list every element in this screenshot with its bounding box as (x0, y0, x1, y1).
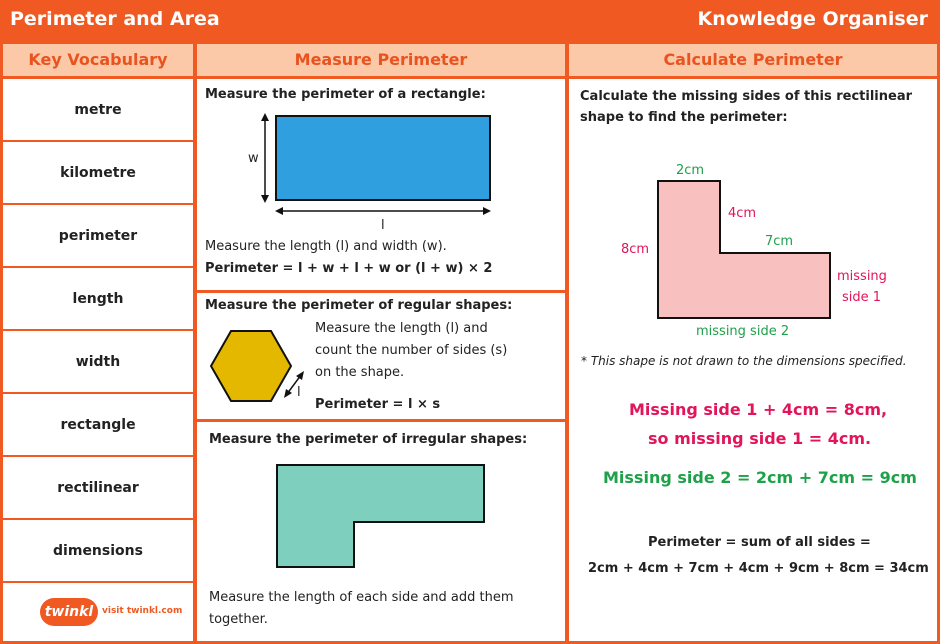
regular-shapes-section (197, 293, 565, 419)
answer-1-line-1: Missing side 1 + 4cm = 8cm, (629, 400, 888, 419)
vocab-item: width (3, 331, 193, 392)
twinkl-url: visit twinkl.com (102, 606, 183, 616)
width-arrow-head-top (261, 113, 269, 121)
vocab-item: perimeter (3, 205, 193, 266)
side-arrow-head-top (296, 371, 304, 380)
rectangle-diagram (197, 79, 565, 290)
label-left: 8cm (621, 242, 650, 257)
calculate-section (569, 79, 937, 641)
length-label: l (381, 218, 385, 233)
rectilinear-shape (658, 181, 830, 318)
vocab-item: length (3, 268, 193, 329)
page-title: Perimeter and Area (10, 8, 220, 30)
rectangle-heading: Measure the perimeter of a rectangle: (205, 87, 486, 102)
irregular-shapes-section (197, 422, 565, 641)
irregular-shape (277, 465, 484, 567)
irregular-line-1: Measure the length of each side and add them (209, 590, 514, 605)
vocab-item: metre (3, 79, 193, 140)
rectangle-shape (276, 116, 490, 200)
irregular-line-2: together. (209, 612, 268, 627)
width-arrow-head-bottom (261, 195, 269, 203)
label-inner-horizontal: 7cm (765, 234, 794, 249)
perimeter-line-1: Perimeter = sum of all sides = (648, 535, 871, 550)
label-inner-vertical: 4cm (728, 206, 757, 221)
regular-line-3: on the shape. (315, 365, 405, 380)
column-header-calculate: Calculate Perimeter (569, 44, 937, 76)
page-subtitle: Knowledge Organiser (697, 8, 928, 30)
vocab-item: dimensions (3, 520, 193, 581)
label-missing-2: missing side 2 (696, 324, 790, 339)
label-top: 2cm (676, 163, 705, 178)
label-missing-1-line-1: missing (837, 269, 887, 284)
perimeter-line-2: 2cm + 4cm + 7cm + 4cm + 9cm + 8cm = 34cm (588, 561, 929, 576)
calculate-intro-2: shape to find the perimeter: (580, 110, 788, 125)
vocab-item: rectangle (3, 394, 193, 455)
width-label: w (248, 151, 259, 166)
top-bar (0, 0, 940, 42)
irregular-diagram (197, 422, 565, 582)
regular-formula: Perimeter = l × s (315, 397, 441, 412)
answer-1-line-2: so missing side 1 = 4cm. (648, 429, 872, 448)
rectangle-formula: Perimeter = l + w + l + w or (l + w) × 2 (205, 261, 493, 276)
rectangle-section (197, 79, 565, 290)
regular-heading: Measure the perimeter of regular shapes: (205, 298, 513, 313)
length-arrow-head-left (275, 207, 283, 215)
answer-2: Missing side 2 = 2cm + 7cm = 9cm (603, 468, 917, 487)
length-arrow-head-right (483, 207, 491, 215)
irregular-heading: Measure the perimeter of irregular shapes: (209, 432, 528, 447)
column-header-vocabulary: Key Vocabulary (3, 44, 193, 76)
label-missing-1-line-2: side 1 (842, 290, 882, 305)
side-arrow-head-bottom (284, 389, 292, 398)
twinkl-logo: twinkl (40, 598, 98, 626)
side-label: l (297, 385, 301, 400)
vocab-item: kilometre (3, 142, 193, 203)
regular-line-1: Measure the length (l) and (315, 321, 488, 336)
regular-line-2: count the number of sides (s) (315, 343, 508, 358)
vocab-item: rectilinear (3, 457, 193, 518)
scale-note: * This shape is not drawn to the dimensions specified. (581, 354, 907, 368)
rectangle-instruction: Measure the length (l) and width (w). (205, 239, 447, 254)
calculate-intro-1: Calculate the missing sides of this rectilinear (580, 89, 913, 104)
column-header-measure: Measure Perimeter (197, 44, 565, 76)
hexagon-shape (211, 331, 291, 401)
